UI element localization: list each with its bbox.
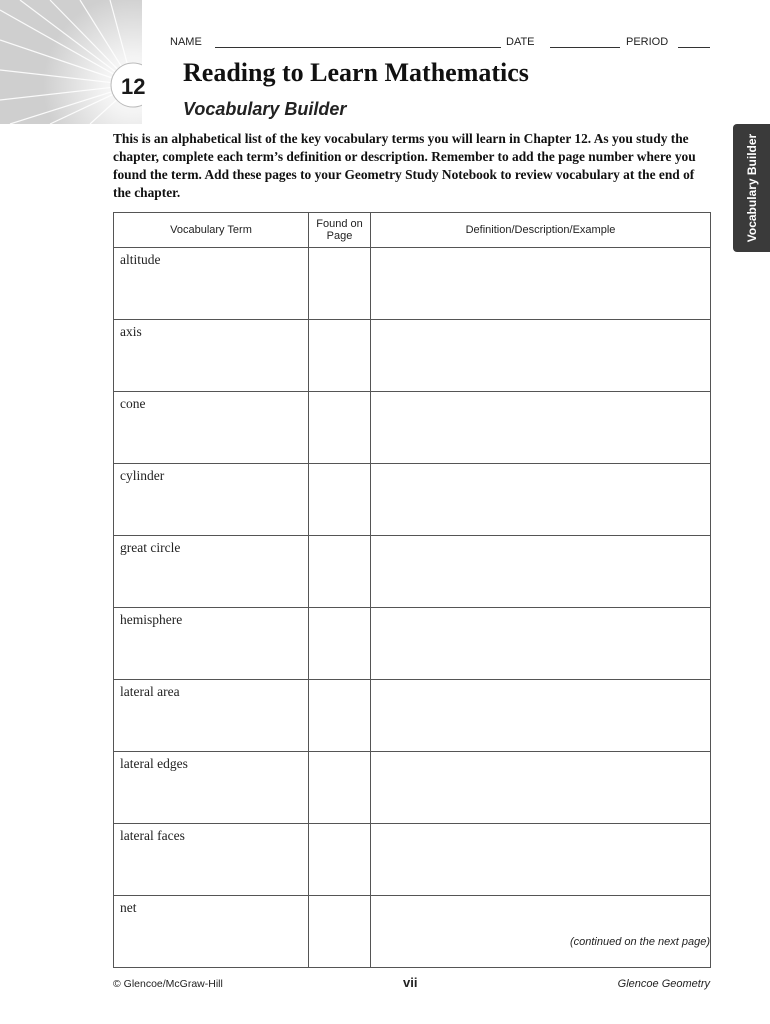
vocabulary-term: lateral faces (114, 824, 309, 896)
page-number: vii (403, 975, 418, 990)
table-row (114, 320, 711, 392)
vocabulary-term: altitude (114, 248, 309, 320)
vocabulary-term: net (114, 896, 309, 968)
table-row (114, 248, 711, 320)
vocabulary-term: lateral edges (114, 752, 309, 824)
table-row (114, 464, 711, 536)
vocabulary-term: axis (114, 320, 309, 392)
page-subtitle: Vocabulary Builder (183, 99, 347, 119)
name-label: NAME (170, 36, 202, 48)
page-cell[interactable] (309, 824, 371, 896)
date-label: DATE (506, 36, 535, 48)
definition-cell[interactable] (371, 392, 711, 464)
continued-note: (continued on the next page) (569, 936, 710, 948)
name-field[interactable] (215, 47, 501, 48)
book-title-footer: Glencoe Geometry (617, 978, 710, 990)
chapter-corner-graphic (0, 0, 142, 124)
definition-cell[interactable] (371, 248, 711, 320)
page-cell[interactable] (309, 248, 371, 320)
column-header-term: Vocabulary Term (114, 213, 309, 248)
instructions-paragraph: This is an alphabetical list of the key vocabulary terms you will learn in Chapter 12. As you study the chapter, complete each term’s definition or description. Remember to add the page number where you found the term. Add these pages to your Geometry Study Notebook to review vocabulary at the end of the chapter. (113, 131, 696, 200)
sunburst-icon (0, 0, 142, 124)
column-header-page: Found on Page (309, 213, 371, 248)
vocabulary-term: cone (114, 392, 309, 464)
vocabulary-table (113, 212, 711, 968)
table-row (114, 824, 711, 896)
vocabulary-term: great circle (114, 536, 309, 608)
date-field[interactable] (550, 47, 620, 48)
definition-cell[interactable] (371, 320, 711, 392)
table-row (114, 536, 711, 608)
period-label: PERIOD (626, 36, 669, 48)
definition-cell[interactable] (371, 536, 711, 608)
section-tab-label: Vocabulary Builder (744, 133, 759, 243)
page-cell[interactable] (309, 320, 371, 392)
chapter-number: 12 (121, 74, 146, 99)
table-row (114, 752, 711, 824)
page-cell[interactable] (309, 392, 371, 464)
student-info-header (170, 36, 710, 50)
definition-cell[interactable] (371, 824, 711, 896)
page-title: Reading to Learn Mathematics (183, 58, 529, 87)
table-row (114, 608, 711, 680)
page-cell[interactable] (309, 464, 371, 536)
period-field[interactable] (678, 47, 710, 48)
vocabulary-term: lateral area (114, 680, 309, 752)
column-header-definition: Definition/Description/Example (371, 213, 711, 248)
definition-cell[interactable] (371, 464, 711, 536)
table-row (114, 392, 711, 464)
table-row (114, 896, 711, 968)
section-tab (733, 124, 770, 252)
copyright-footer: © Glencoe/McGraw-Hill (113, 978, 223, 990)
definition-cell[interactable] (371, 752, 711, 824)
page-cell[interactable] (309, 536, 371, 608)
page-cell[interactable] (309, 608, 371, 680)
page-cell[interactable] (309, 896, 371, 968)
page-cell[interactable] (309, 680, 371, 752)
table-header-row (114, 213, 711, 248)
vocabulary-term: cylinder (114, 464, 309, 536)
definition-cell[interactable] (371, 608, 711, 680)
definition-cell[interactable] (371, 680, 711, 752)
table-row (114, 680, 711, 752)
definition-cell[interactable] (371, 896, 711, 968)
vocabulary-term: hemisphere (114, 608, 309, 680)
page-cell[interactable] (309, 752, 371, 824)
